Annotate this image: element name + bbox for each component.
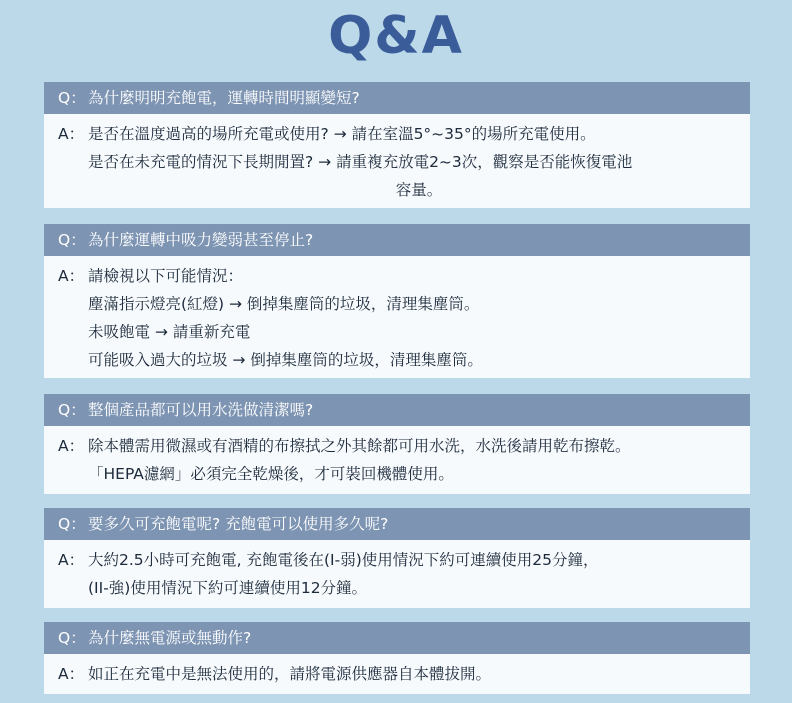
answer-line: 未吸飽電 → 請重新充電: [88, 323, 251, 341]
answer-line: (II-強)使用情況下約可連續使用12分鐘。: [88, 579, 368, 597]
qa-item-3: [44, 394, 750, 494]
answer-line: 可能吸入過大的垃圾 → 倒掉集塵筒的垃圾，清理集塵筒。: [88, 351, 483, 369]
answer-line: 請檢視以下可能情況：: [88, 267, 244, 285]
answer-box: [44, 114, 750, 208]
question-bar: [44, 82, 750, 114]
a-prefix: A：: [58, 437, 85, 455]
a-prefix: A：: [58, 665, 85, 683]
a-prefix: A：: [58, 551, 85, 569]
answer-box: [44, 426, 750, 494]
answer-box: [44, 540, 750, 608]
q-prefix: Q：: [58, 401, 86, 419]
qa-item-5: [44, 622, 750, 694]
question-bar: [44, 224, 750, 256]
question-bar: [44, 508, 750, 540]
answer-line: 如正在充電中是無法使用的，請將電源供應器自本體拔開。: [88, 665, 492, 683]
question-text: 要多久可充飽電呢? 充飽電可以使用多久呢?: [88, 515, 389, 533]
answer-line: 塵滿指示燈亮(紅燈) → 倒掉集塵筒的垃圾，清理集塵筒。: [88, 295, 480, 313]
q-prefix: Q：: [58, 231, 86, 249]
q-prefix: Q：: [58, 629, 86, 647]
answer-line: 除本體需用微濕或有酒精的布擦拭之外其餘都可用水洗，水洗後請用乾布擦乾。: [88, 437, 631, 455]
answer-box: [44, 256, 750, 378]
question-text: 整個產品都可以用水洗做清潔嗎?: [88, 401, 314, 419]
answer-line: 大約2.5小時可充飽電, 充飽電後在(I-弱)使用情況下約可連續使用25分鐘，: [88, 551, 599, 569]
a-prefix: A：: [58, 267, 85, 285]
q-prefix: Q：: [58, 515, 86, 533]
question-text: 為什麼無電源或無動作?: [88, 629, 252, 647]
answer-line: 容量。: [395, 181, 443, 199]
qa-item-2: [44, 224, 750, 378]
q-prefix: Q：: [58, 89, 86, 107]
page-title: Q&A: [328, 6, 464, 66]
question-text: 為什麼運轉中吸力變弱甚至停止?: [88, 231, 314, 249]
a-prefix: A：: [58, 125, 85, 143]
question-text: 為什麼明明充飽電，運轉時間明顯變短?: [88, 89, 360, 107]
answer-line: 是否在溫度過高的場所充電或使用? → 請在室溫5°~35°的場所充電使用。: [88, 125, 596, 143]
qa-item-1: [44, 82, 750, 208]
qa-item-4: [44, 508, 750, 608]
answer-box: [44, 654, 750, 694]
question-bar: [44, 622, 750, 654]
answer-line: 是否在未充電的情況下長期閒置? → 請重複充放電2~3次，觀察是否能恢復電池: [88, 153, 633, 171]
question-bar: [44, 394, 750, 426]
answer-line: 「HEPA濾網」必須完全乾燥後，才可裝回機體使用。: [88, 465, 454, 483]
